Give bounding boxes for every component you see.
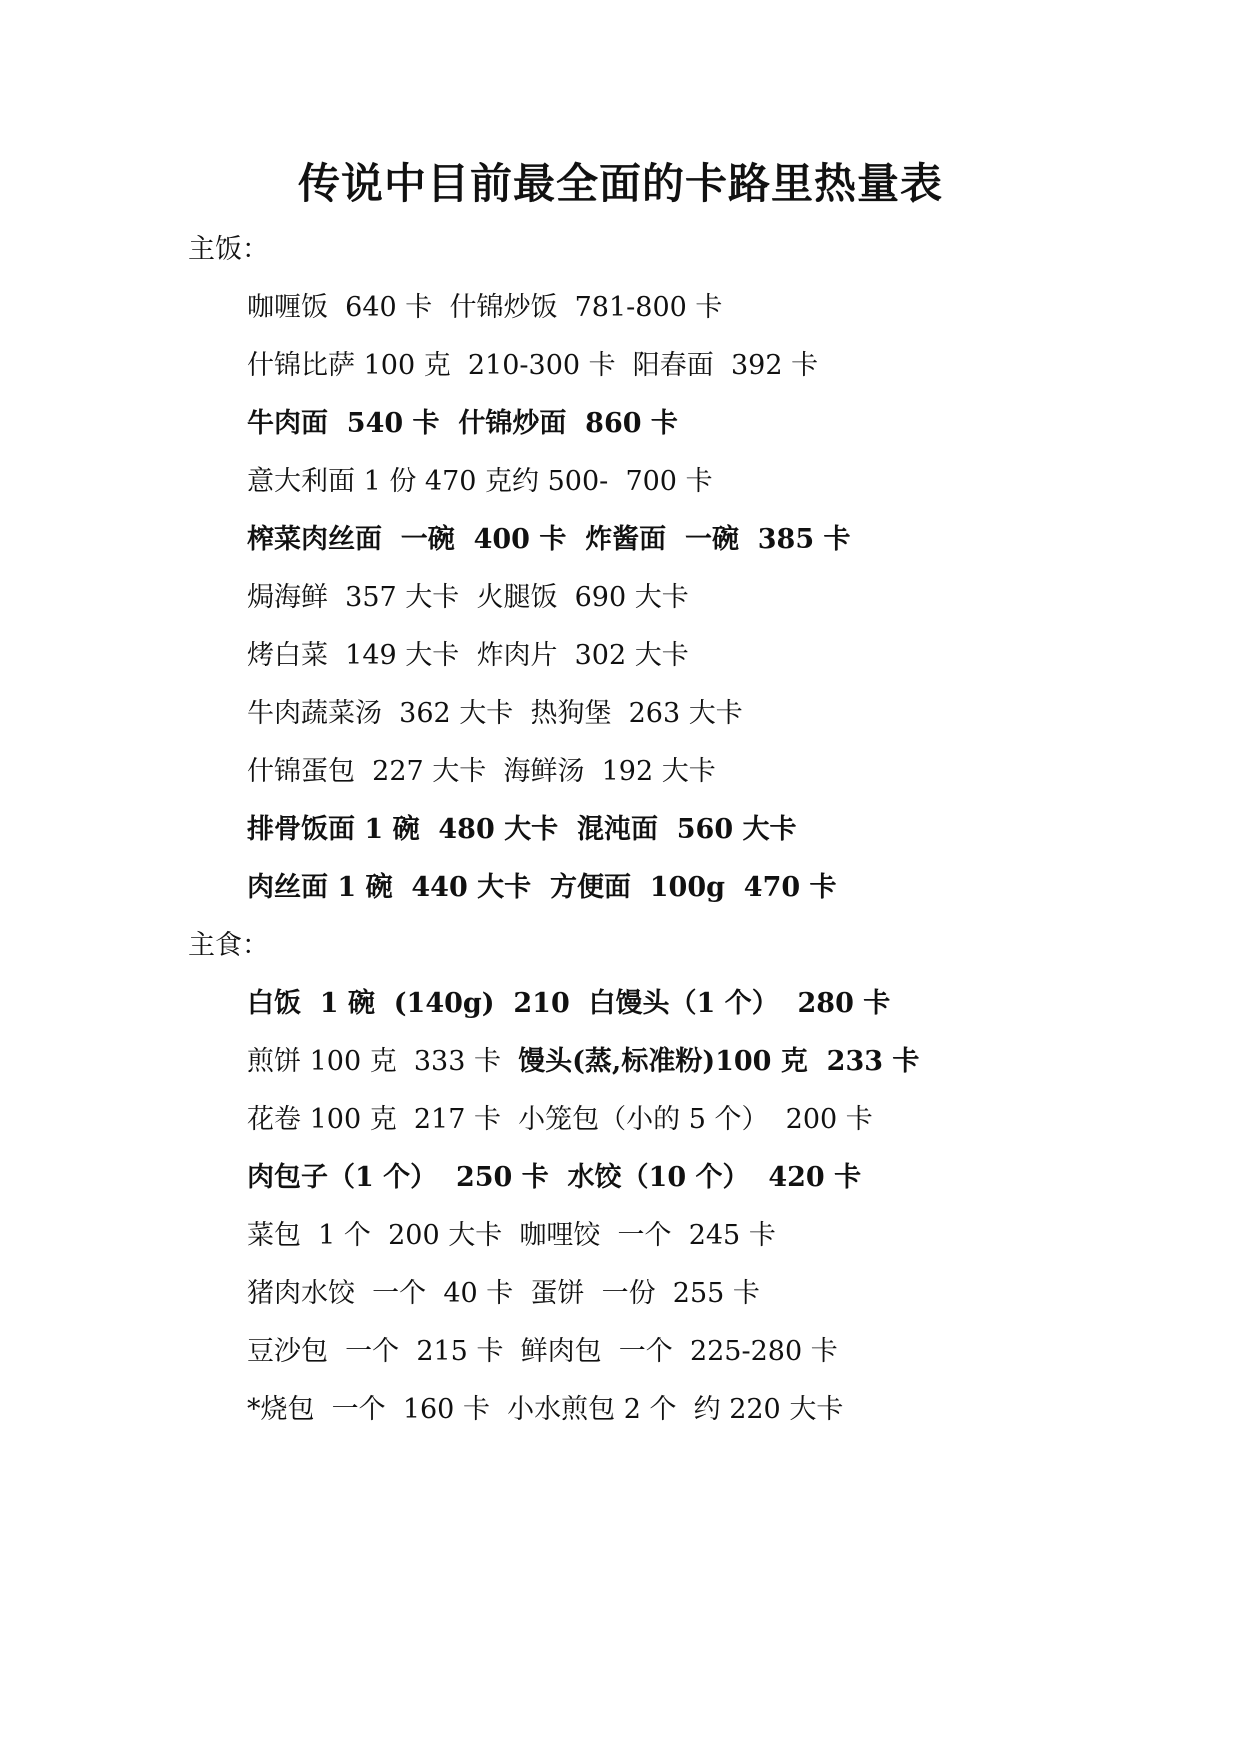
food-calorie-line: [247, 1218, 776, 1254]
line-text: 什锦比萨 100 克 210-300 卡 阳春面 392 卡: [247, 350, 819, 381]
food-calorie-line: [247, 754, 716, 790]
line-text: 馒头(蒸,标准粉)100 克 233 卡: [518, 1046, 920, 1077]
line-text: 什锦蛋包 227 大卡 海鲜汤 192 大卡: [247, 756, 716, 787]
food-calorie-line: [247, 290, 722, 326]
food-calorie-line: [247, 1392, 843, 1428]
food-calorie-line: [247, 580, 689, 616]
section-heading: 主饭：: [188, 234, 269, 265]
line-text: 猪肉水饺 一个 40 卡 蛋饼 一份 255 卡: [247, 1278, 760, 1309]
food-calorie-line: [247, 406, 678, 442]
food-calorie-line: [247, 696, 743, 732]
line-text: 焗海鲜 357 大卡 火腿饭 690 大卡: [247, 582, 689, 613]
line-text: 菜包 1 个 200 大卡 咖哩饺 一个 245 卡: [247, 1220, 776, 1251]
line-text: 咖喱饭 640 卡 什锦炒饭 781-800 卡: [247, 292, 723, 323]
line-text: 豆沙包 一个 215 卡 鲜肉包 一个 225-280 卡: [247, 1336, 838, 1367]
line-text: 牛肉面 540 卡 什锦炒面 860 卡: [247, 408, 678, 439]
section-heading: 主食：: [188, 930, 269, 961]
food-calorie-line: [247, 1160, 861, 1196]
food-calorie-line: [247, 638, 689, 674]
food-calorie-line: [247, 1102, 873, 1138]
line-text: 白饭 1 碗 (140g) 210 白馒头（1 个） 280 卡: [247, 988, 891, 1019]
food-calorie-line: [247, 464, 713, 500]
line-text: *烧包 一个 160 卡 小水煎包 2 个 约 220 大卡: [247, 1394, 844, 1425]
food-calorie-line: [247, 1044, 919, 1080]
line-text: 榨菜肉丝面 一碗 400 卡 炸酱面 一碗 385 卡: [247, 524, 851, 555]
food-calorie-line: [247, 812, 797, 848]
line-text: 排骨饭面 1 碗 480 大卡 混沌面 560 大卡: [247, 814, 797, 845]
line-text: 意大利面 1 份 470 克约 500- 700 卡: [247, 466, 713, 497]
line-text: 花卷 100 克 217 卡 小笼包（小的 5 个） 200 卡: [247, 1104, 873, 1135]
page-title: 传说中目前最全面的卡路里热量表: [297, 159, 943, 208]
food-calorie-line: [247, 522, 851, 558]
food-calorie-line: [247, 870, 837, 906]
food-calorie-line: [247, 348, 818, 384]
food-calorie-line: [247, 986, 890, 1022]
food-calorie-line: [247, 1334, 838, 1370]
line-text: 牛肉蔬菜汤 362 大卡 热狗堡 263 大卡: [247, 698, 743, 729]
line-text: 煎饼 100 克 333 卡: [247, 1046, 519, 1077]
line-text: 烤白菜 149 大卡 炸肉片 302 大卡: [247, 640, 689, 671]
line-text: 肉丝面 1 碗 440 大卡 方便面 100g 470 卡: [247, 872, 837, 903]
line-text: 肉包子（1 个） 250 卡 水饺（10 个） 420 卡: [247, 1162, 862, 1193]
food-calorie-line: [247, 1276, 760, 1312]
